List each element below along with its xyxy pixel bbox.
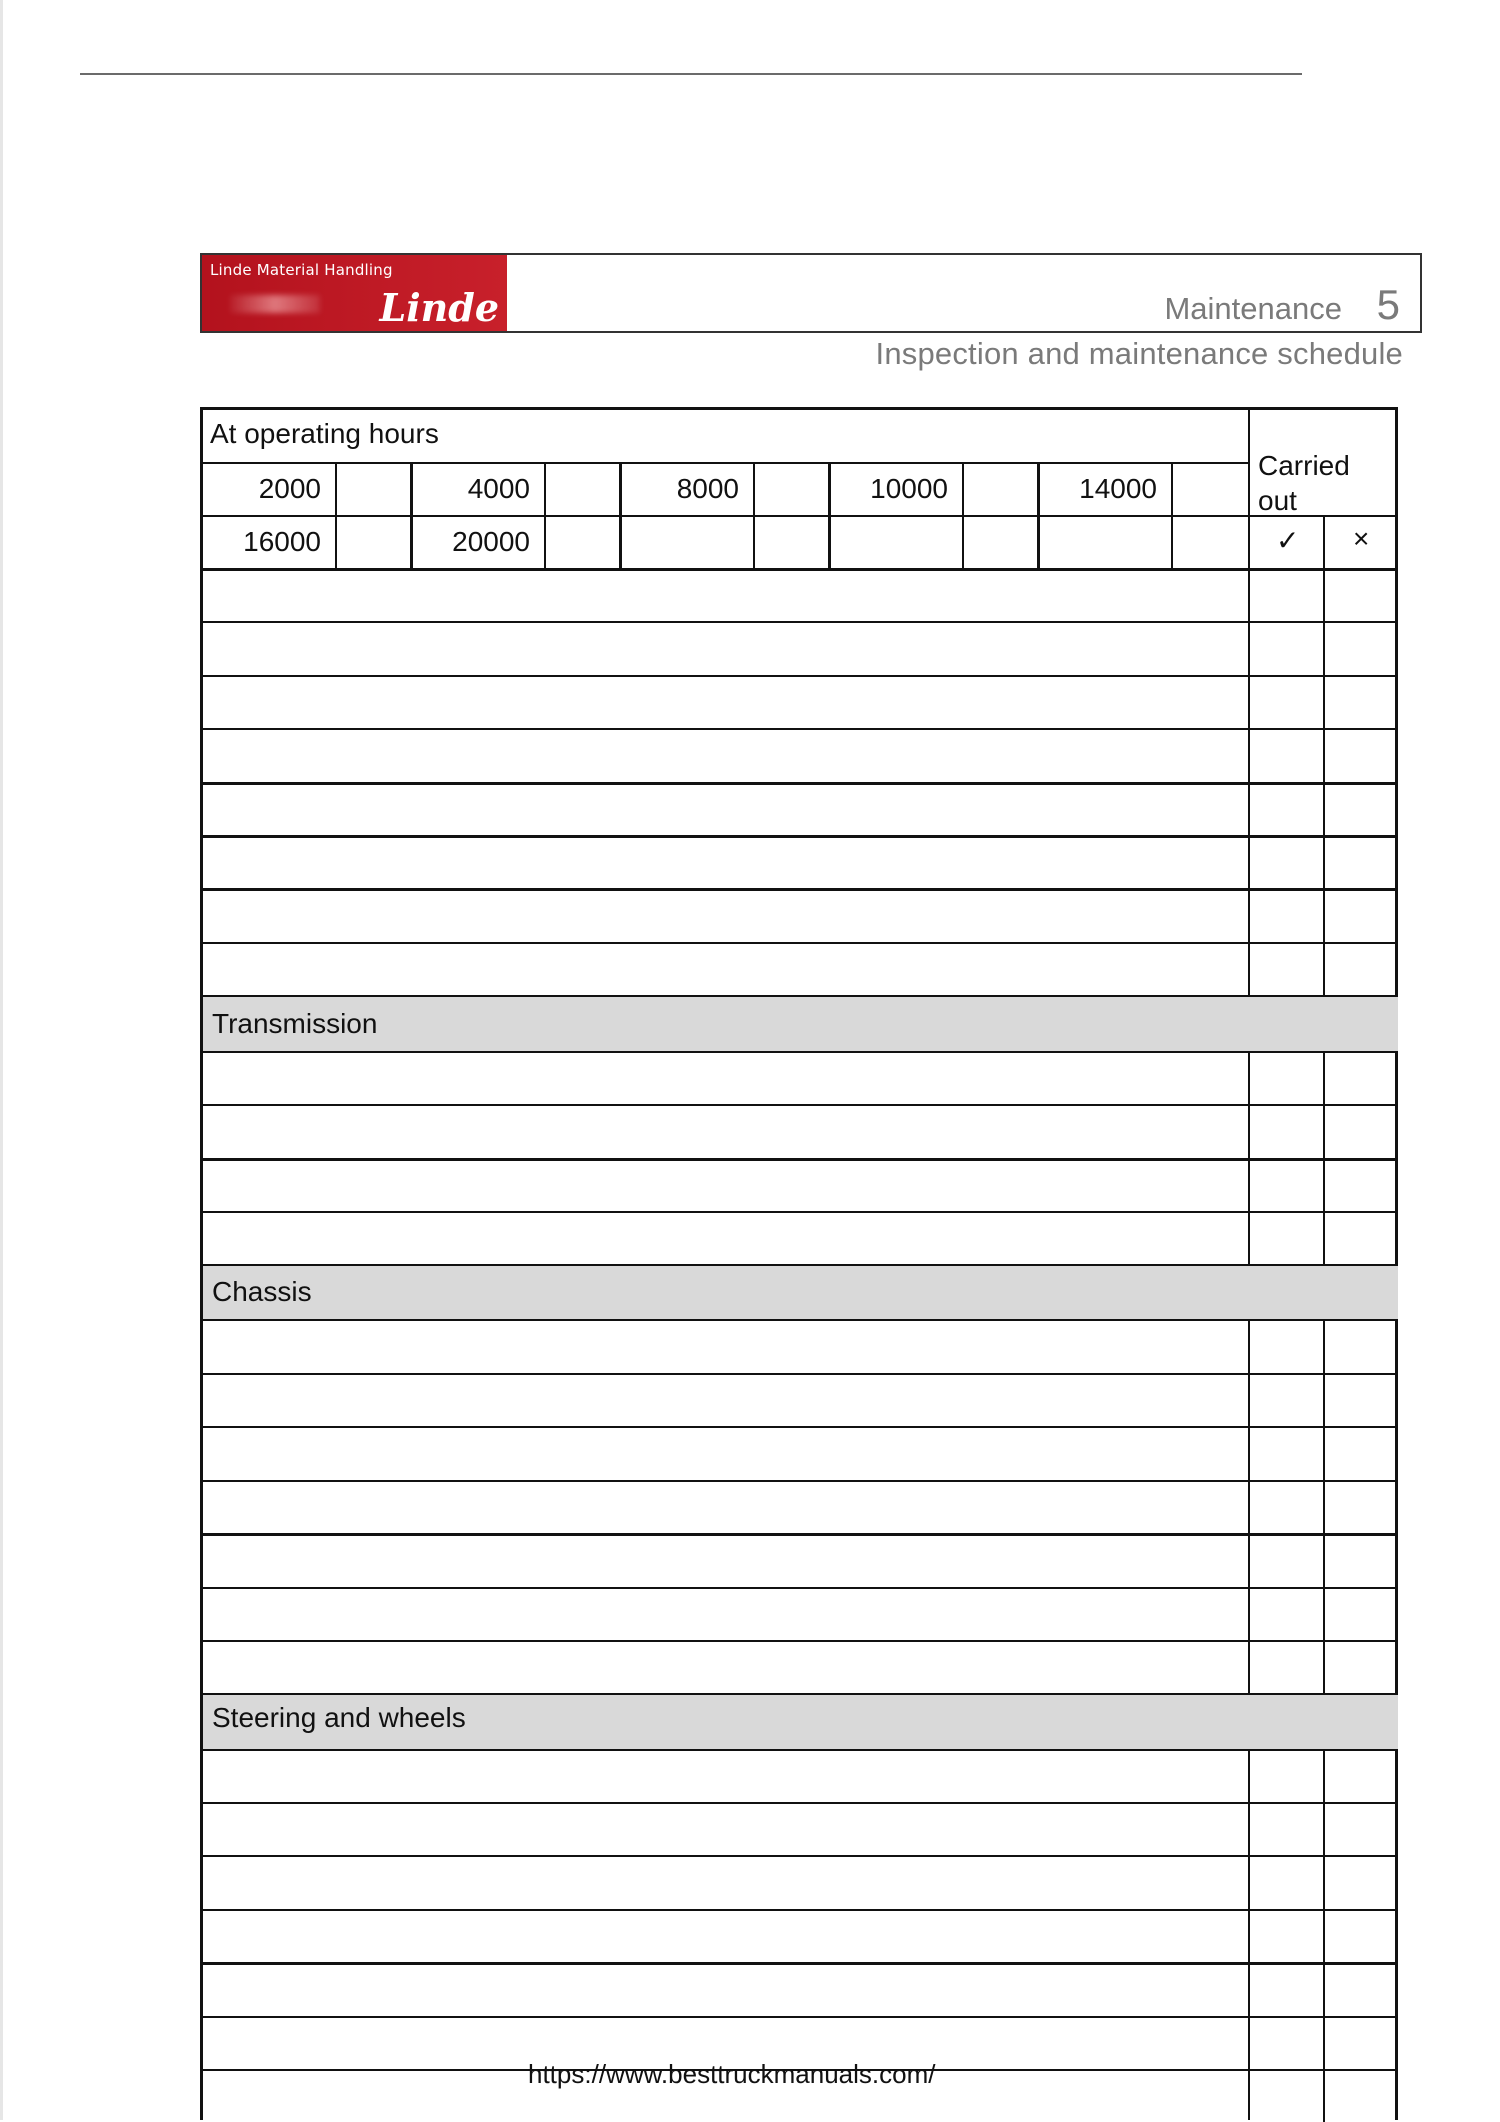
rule [203, 1373, 1398, 1375]
group-title-chassis: Chassis [212, 1276, 312, 1307]
hours-divider [335, 462, 337, 569]
logo-graphic [230, 295, 320, 313]
rule [203, 1855, 1398, 1857]
group-band [203, 997, 1398, 1051]
rule [203, 515, 1398, 517]
group-title-transmission: Transmission [212, 1008, 378, 1039]
rule [203, 1104, 1398, 1106]
group-band [203, 1266, 1398, 1320]
rule [203, 2016, 1398, 2018]
rule [203, 621, 1398, 623]
hours-value: 20000 [452, 526, 530, 557]
rule [203, 1749, 1398, 1751]
rule [203, 462, 1248, 464]
rule [203, 1587, 1398, 1589]
top-rule [80, 73, 1302, 75]
cross-mark-icon: × [1353, 523, 1370, 554]
hours-value: 16000 [243, 526, 321, 557]
hours-divider [619, 462, 622, 569]
rule [203, 1480, 1398, 1482]
hours-divider [410, 462, 413, 569]
hours-value: 10000 [870, 473, 948, 504]
rule [203, 1426, 1398, 1428]
carried-out-heading: Carried out [1258, 450, 1350, 516]
page-subtitle: Inspection and maintenance schedule [875, 336, 1403, 371]
linde-logo [202, 255, 507, 331]
hours-divider [1037, 462, 1040, 569]
rule [203, 1158, 1398, 1161]
hours-divider [753, 462, 755, 569]
chapter-number: 5 [1376, 281, 1400, 328]
section-title: Maintenance [1164, 291, 1342, 326]
rule [203, 1802, 1398, 1804]
hours-divider [962, 462, 964, 569]
footer-url[interactable]: https://www.besttruckmanuals.com/ [528, 2059, 936, 2089]
brand-logo-text: Linde [379, 285, 499, 330]
mark-divider [1323, 1750, 1325, 2122]
rule [203, 835, 1398, 838]
hours-value: 8000 [676, 473, 739, 504]
rule [203, 1533, 1398, 1536]
rule [203, 942, 1398, 944]
hours-divider [1171, 462, 1173, 569]
rule [203, 1211, 1398, 1213]
rule [203, 1051, 1398, 1053]
mark-divider [1323, 515, 1325, 569]
hours-divider [828, 462, 831, 569]
mark-divider [1323, 1320, 1325, 1693]
check-mark-icon: ✓ [1276, 525, 1300, 556]
rule [203, 675, 1398, 677]
page-header [200, 253, 1422, 333]
page-edge [0, 0, 3, 2120]
rule [203, 1962, 1398, 1965]
rule [203, 568, 1398, 571]
group-title-steering-wheels: Steering and wheels [212, 1702, 466, 1733]
hours-value: 2000 [258, 473, 321, 504]
hours-value: 14000 [1079, 473, 1157, 504]
hours-divider [544, 462, 546, 569]
mark-divider [1323, 1052, 1325, 1264]
rule [203, 1319, 1398, 1321]
rule [203, 1909, 1398, 1911]
operating-hours-heading: At operating hours [210, 418, 439, 449]
hours-value: 4000 [467, 473, 530, 504]
rule [203, 1640, 1398, 1642]
maintenance-schedule-table [200, 407, 1398, 2120]
rule [203, 728, 1398, 730]
brand-small-text: Linde Material Handling [210, 261, 393, 279]
rule [203, 888, 1398, 891]
rule [203, 782, 1398, 785]
mark-divider [1323, 569, 1325, 995]
